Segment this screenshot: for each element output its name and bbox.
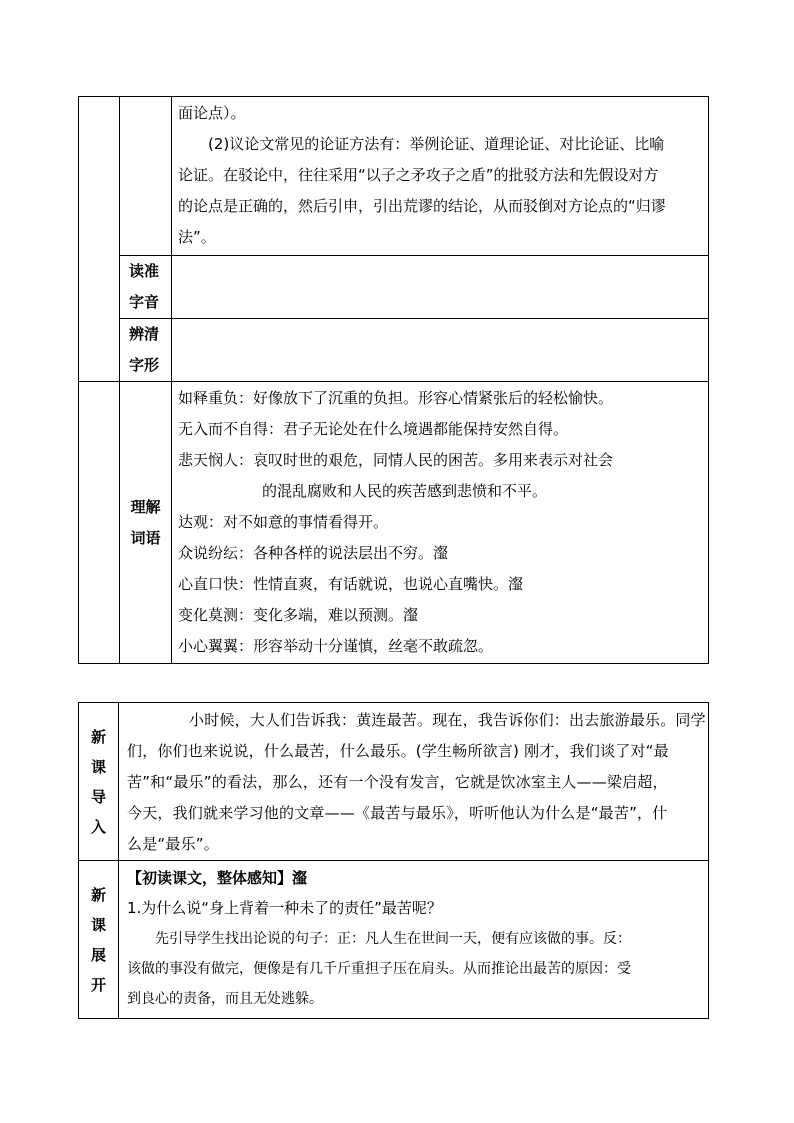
question-text: 1.为什么说“身上背着一种未了的责任”最苦呢？	[127, 899, 442, 917]
intro-line: 今天，我们就来学习他的文章——《最苦与最乐》，听听他认为什么是“最苦”，什	[127, 804, 668, 822]
vocab-label: 理解 词语	[120, 382, 172, 664]
lesson-table-top	[78, 96, 709, 664]
vocab-line: 的混乱腐败和人民的疾苦感到悲愤和不平。	[262, 482, 548, 500]
vocab-line: 众说纷纭：各种各样的说法层出不穷。瀣	[178, 544, 449, 562]
vocab-row	[79, 382, 709, 664]
intro-label: 新 课 导 入	[79, 703, 119, 861]
vocab-line: 悲天悯人：哀叹时世的艰危，同情人民的困苦。多用来表示对社会	[178, 451, 614, 469]
outer-label-cell	[79, 97, 120, 382]
characters-row	[79, 319, 709, 382]
argument-line: 论证。在驳论中，往往采用“以子之矛攻子之盾”的批驳方法和先假设对方	[178, 166, 659, 184]
blank-label-cell	[120, 97, 172, 256]
argument-line: 法”。	[178, 228, 216, 246]
characters-label: 辨清 字形	[120, 319, 172, 382]
section-heading: 【初读课文，整体感知】瀣	[127, 869, 308, 887]
pronunciation-row	[79, 256, 709, 319]
vocab-line: 达观：对不如意的事情看得开。	[178, 513, 389, 531]
argument-line: 面论点）。	[178, 104, 246, 122]
intro-line: 小时候，大人们告诉我：黄连最苦。现在，我告诉你们：出去旅游最乐。同学	[189, 711, 706, 729]
pronunciation-content	[172, 256, 709, 319]
intro-content	[119, 703, 709, 861]
vocab-line: 如释重负：好像放下了沉重的负担。形容心情紧张后的轻松愉快。	[178, 389, 614, 407]
lesson-line: 该做的事没有做完，便像是有几千斤重担子压在肩头。从而推论出最苦的原因：受	[127, 961, 631, 977]
intro-line: 么是“最乐”。	[127, 835, 219, 853]
intro-line: 们，你们也来说说，什么最苦，什么最乐。(学生畅所欲言) 刚才，我们谈了对“最	[127, 742, 669, 760]
lesson-content	[119, 861, 709, 1019]
lesson-label: 新 课 展 开	[79, 861, 119, 1019]
lesson-line: 到良心的责备，而且无处逃躲。	[127, 991, 323, 1007]
lesson-row	[79, 861, 709, 1019]
outer-label-cell-lower	[79, 382, 120, 664]
vocab-line: 小心翼翼：形容举动十分谨慎，丝毫不敢疏忽。	[178, 637, 494, 655]
intro-row	[79, 703, 709, 861]
argument-line: 的论点是正确的，然后引申，引出荒谬的结论，从而驳倒对方论点的“归谬	[178, 197, 666, 215]
lesson-line: 先引导学生找出论说的句子：正：凡人生在世间一天，便有应该做的事。反：	[155, 931, 631, 947]
vocab-line: 变化莫测：变化多端，难以预测。瀣	[178, 606, 419, 624]
argument-content	[172, 97, 709, 256]
argument-line: (2)议论文常见的论证方法有：举例论证、道理论证、对比论证、比喻	[208, 135, 665, 153]
vocab-line: 心直口快：性情直爽，有话就说，也说心直嘴快。瀣	[178, 575, 524, 593]
characters-content	[172, 319, 709, 382]
vocab-line: 无入而不自得：君子无论处在什么境遇都能保持安然自得。	[178, 420, 569, 438]
intro-line: 苦”和“最乐”的看法，那么，还有一个没有发言，它就是饮冰室主人——梁启超，	[127, 773, 668, 791]
vocab-content	[172, 382, 709, 664]
lesson-table-bottom	[78, 702, 709, 1019]
argument-row	[79, 97, 709, 256]
pronunciation-label: 读准 字音	[120, 256, 172, 319]
